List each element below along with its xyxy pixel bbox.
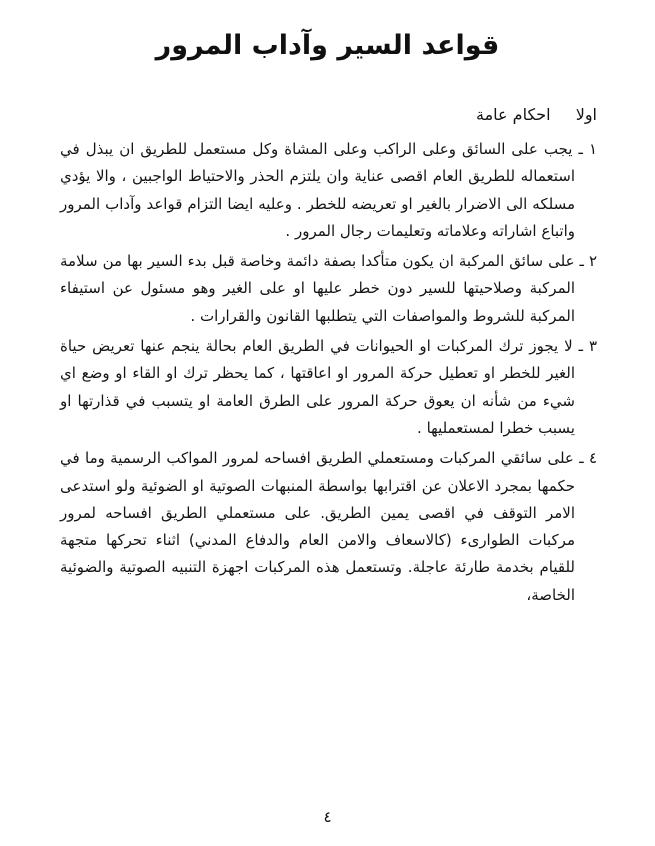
item-2-text: على سائق المركبة ان يكون متأكدا بصفة دائمة وخاصة قبل بدء السير بها من سلامة المركبة وصلاحيتها للسير دون خطر عليها او على الغير وهو مسئول عن استيفاء المركبة للشروط والمواصفات التي يتطلبها القانون والقرارات . — [60, 252, 575, 325]
item-1-text: يجب على السائق وعلى الراكب وعلى المشاة وكل مستعمل للطريق ان يبذل في استعماله للطريق العام اقصى عناية وان يلتزم الحذر والاحتياط الواجبين ، والا يؤدي مسلكه الى الاضرار بالغير او تعريضه للخطر . وعليه ايضا التزام قواعد وآداب المرور واتباع اشاراته وعلاماته وتعليمات رجال المرور . — [60, 140, 575, 240]
document-body — [0, 134, 655, 609]
section-heading-text: احكام عامة — [476, 105, 551, 124]
paragraph-item-3 — [60, 333, 597, 442]
item-3-text: لا يجوز ترك المركبات او الحيوانات في الطريق العام بحالة ينجم عنها تعريض حياة الغير للخطر او تعطيل حركة المرور او اعاقتها ، كما يحظر ترك او القاء او وضع اي شيء من شأنه ان يعوق حركة المرور على الطرق العامة او يتسبب في قذارتها او يسبب خطرا لمستعمليها . — [60, 337, 575, 437]
section-label: اولا — [575, 105, 597, 124]
item-2-number: ٢ ـ — [579, 252, 597, 271]
paragraph-item-4 — [60, 445, 597, 609]
item-3-number: ٣ ـ — [578, 337, 597, 356]
item-4-text: على سائقي المركبات ومستعملي الطريق افساحه لمرور المواكب الرسمية وما في حكمها بمجرد الاعلان عن اقترابها بواسطة المنبهات الصوتية او الضوئية ولو استدعى الامر التوقف في اقصى يمين الطريق. على مستعملي الطريق افساحه لمرور مركبات الطوارىء (كالاسعاف والامن العام والدفاع المدني) اثناء تحركها متجهة للقيام بخدمة طارئة عاجلة. وتستعمل هذه المركبات اجهزة التنبيه الصوتية والضوئية الخاصة، — [60, 449, 575, 604]
item-4-number: ٤ ـ — [579, 449, 597, 468]
paragraph-item-1 — [60, 136, 597, 245]
page-number: ٤ — [323, 808, 332, 826]
item-1-number: ١ ـ — [578, 140, 597, 158]
paragraph-item-2 — [60, 248, 597, 330]
section-heading — [0, 105, 597, 124]
document-title: قواعد السير وآداب المرور — [155, 30, 500, 61]
